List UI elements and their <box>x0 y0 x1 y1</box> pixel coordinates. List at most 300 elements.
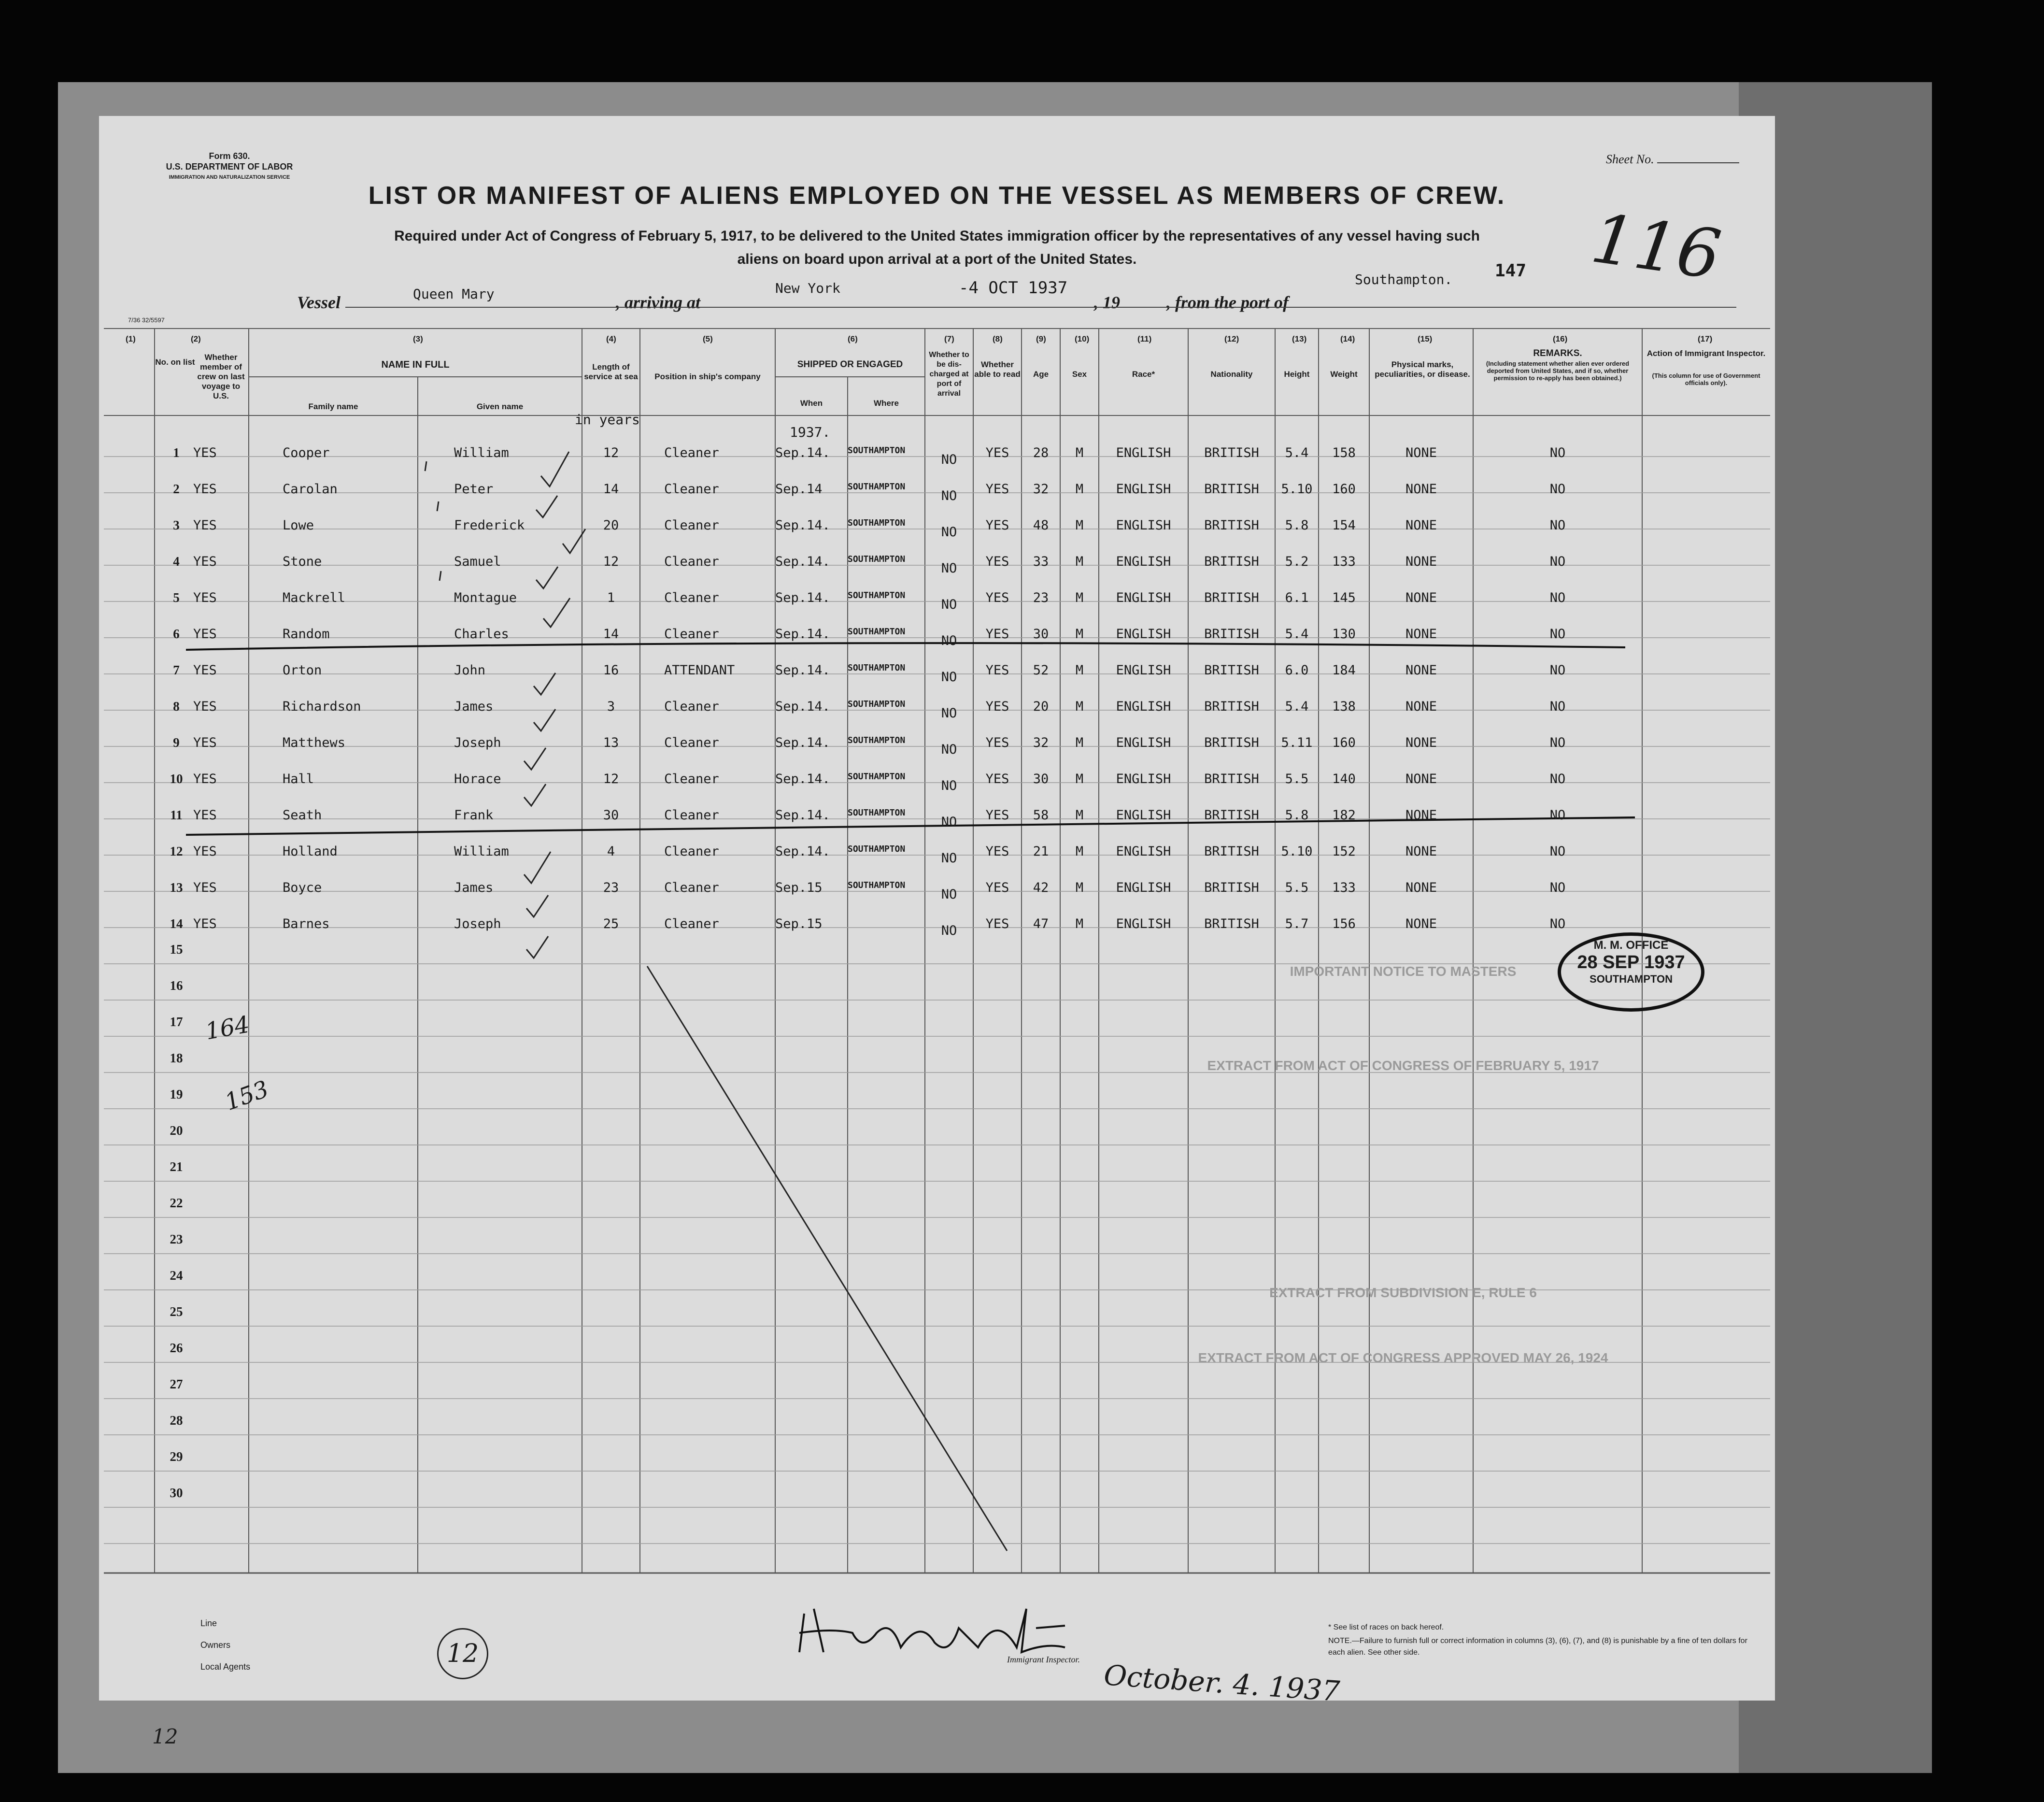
cell-sex: M <box>1075 735 1084 750</box>
cell-sex: M <box>1075 916 1084 931</box>
cell-remarks: NO <box>1549 735 1566 750</box>
cell-physical: NONE <box>1405 554 1437 569</box>
cell-no: 11 <box>170 808 183 822</box>
cell-family: Barnes <box>283 916 330 931</box>
cell-height: 5.4 <box>1285 445 1309 460</box>
cell-when: Sep.14. <box>775 518 830 533</box>
cell-length: 14 <box>603 627 619 642</box>
cell-where: SOUTHAMPTON <box>848 554 906 564</box>
col-head-nationality: Nationality <box>1210 370 1253 379</box>
cell-discharged: NO <box>941 452 957 467</box>
cell-nationality: BRITISH <box>1204 482 1259 497</box>
cell-member: YES <box>193 627 217 642</box>
cell-height: 5.10 <box>1281 482 1313 497</box>
cell-age: 48 <box>1033 518 1049 533</box>
col-head-no: No. on list <box>155 358 195 367</box>
cell-family: Hall <box>283 772 314 787</box>
cell-remarks: NO <box>1549 699 1566 714</box>
cell-read: YES <box>985 699 1009 714</box>
cell-sex: M <box>1075 627 1084 642</box>
cell-physical: NONE <box>1405 880 1437 895</box>
cell-family: Stone <box>283 554 322 569</box>
cell-no: 8 <box>173 699 180 714</box>
table-row <box>99 725 1775 761</box>
cell-when: Sep.15 <box>775 916 823 931</box>
cell-given: Montague <box>454 590 517 605</box>
cell-discharged: NO <box>941 633 957 648</box>
cell-read: YES <box>985 590 1009 605</box>
footer-owners-label: Owners <box>200 1640 231 1650</box>
empty-row-number: 16 <box>170 978 183 993</box>
inspector-label: Immigrant Inspector. <box>1007 1655 1080 1664</box>
length-unit: in years <box>575 412 640 428</box>
cell-race: ENGLISH <box>1116 518 1171 533</box>
cell-where: SOUTHAMPTON <box>848 735 906 745</box>
cell-discharged: NO <box>941 923 957 938</box>
cell-given: James <box>454 699 494 714</box>
cell-age: 23 <box>1033 590 1049 605</box>
cell-height: 6.0 <box>1285 663 1309 678</box>
cell-no: 3 <box>173 518 180 532</box>
cell-weight: 160 <box>1332 482 1356 497</box>
cell-read: YES <box>985 663 1009 678</box>
penalty-note: NOTE.—Failure to furnish full or correct information in columns (3), (6), (7), and (8) is punishable by a fine of ten dollars for each alien. See other side. <box>1328 1637 1747 1657</box>
empty-row-number: 21 <box>170 1159 183 1174</box>
cell-remarks: NO <box>1549 844 1566 859</box>
cell-member: YES <box>193 808 217 823</box>
cell-position: Cleaner <box>664 880 719 895</box>
cell-nationality: BRITISH <box>1204 916 1259 931</box>
stamp-top: M. M. OFFICE <box>1593 939 1669 952</box>
cell-age: 52 <box>1033 663 1049 678</box>
col-head-given: Given name <box>476 402 524 411</box>
department-name: U.S. DEPARTMENT OF LABOR <box>166 162 293 172</box>
cell-when: Sep.14. <box>775 663 830 678</box>
cell-height: 5.4 <box>1285 699 1309 714</box>
from-port-label: , from the port of <box>1166 293 1289 312</box>
cell-sex: M <box>1075 482 1084 497</box>
table-row <box>99 435 1775 471</box>
cell-length: 13 <box>603 735 619 750</box>
cell-given: Frank <box>454 808 494 823</box>
cell-no: 14 <box>170 916 183 931</box>
cell-read: YES <box>985 916 1009 931</box>
cell-physical: NONE <box>1405 482 1437 497</box>
stamp-date: 28 SEP 1937 <box>1577 952 1685 973</box>
cell-when: Sep.14. <box>775 844 830 859</box>
handwritten-number: 116 <box>1586 199 1726 295</box>
cell-read: YES <box>985 627 1009 642</box>
cell-where: SOUTHAMPTON <box>848 663 906 673</box>
cell-age: 32 <box>1033 482 1049 497</box>
cell-when: Sep.14 <box>775 482 823 497</box>
cell-discharged: NO <box>941 597 957 612</box>
cell-when: Sep.14. <box>775 699 830 714</box>
cell-discharged: NO <box>941 887 957 902</box>
cell-member: YES <box>193 916 217 931</box>
cell-physical: NONE <box>1405 663 1437 678</box>
faded-extract-3: EXTRACT FROM ACT OF CONGRESS APPROVED MAY 26, 1924 <box>1198 1350 1608 1365</box>
cell-length: 12 <box>603 554 619 569</box>
cell-family: Orton <box>283 663 322 678</box>
cell-age: 21 <box>1033 844 1049 859</box>
cell-sex: M <box>1075 844 1084 859</box>
cell-sex: M <box>1075 699 1084 714</box>
cell-member: YES <box>193 844 217 859</box>
cell-nationality: BRITISH <box>1204 445 1259 460</box>
cell-physical: NONE <box>1405 916 1437 931</box>
cell-discharged: NO <box>941 778 957 793</box>
cell-height: 5.5 <box>1285 880 1309 895</box>
cell-read: YES <box>985 445 1009 460</box>
cell-position: Cleaner <box>664 772 719 787</box>
requirement-line-2: aliens on board upon arrival at a port of the United States. <box>737 251 1137 267</box>
cell-weight: 154 <box>1332 518 1356 533</box>
cell-sex: M <box>1075 445 1084 460</box>
cell-sex: M <box>1075 590 1084 605</box>
cell-length: 14 <box>603 482 619 497</box>
cell-remarks: NO <box>1549 916 1566 931</box>
cell-member: YES <box>193 590 217 605</box>
cell-height: 5.8 <box>1285 518 1309 533</box>
footer-agents-label: Local Agents <box>200 1662 251 1672</box>
cell-sex: M <box>1075 518 1084 533</box>
cell-given: Joseph <box>454 916 501 931</box>
cell-remarks: NO <box>1549 554 1566 569</box>
manifest-sheet <box>99 116 1775 1748</box>
cell-height: 5.10 <box>1281 844 1313 859</box>
cell-sex: M <box>1075 663 1084 678</box>
cell-remarks: NO <box>1549 518 1566 533</box>
footer-line-label: Line <box>200 1618 217 1628</box>
cell-no: 10 <box>170 772 183 786</box>
cell-discharged: NO <box>941 706 957 721</box>
cell-family: Matthews <box>283 735 346 750</box>
arrival-port: New York <box>775 280 840 296</box>
cell-nationality: BRITISH <box>1204 772 1259 787</box>
cell-height: 5.5 <box>1285 772 1309 787</box>
faded-extract-1: EXTRACT FROM ACT OF CONGRESS OF FEBRUARY 5, 1917 <box>1207 1058 1599 1073</box>
empty-row-number: 22 <box>170 1196 183 1210</box>
col-head-physical: Physical marks, peculiarities, or disease. <box>1375 360 1470 379</box>
office-stamp <box>1558 932 1704 1012</box>
cell-given: Charles <box>454 627 509 642</box>
circled-count: 12 <box>437 1628 488 1679</box>
table-row <box>99 688 1775 725</box>
column-number-row: (1) (2) (3) (4) (5) (6) (7) (8) (9) (10) (11) (12) (13) (14) (15) (16) (17) <box>126 334 1713 343</box>
cell-discharged: NO <box>941 561 957 576</box>
cell-sex: M <box>1075 772 1084 787</box>
cell-given: Joseph <box>454 735 501 750</box>
cell-length: 3 <box>607 699 615 714</box>
cell-member: YES <box>193 482 217 497</box>
cell-race: ENGLISH <box>1116 627 1171 642</box>
table-row <box>99 507 1775 543</box>
cell-race: ENGLISH <box>1116 554 1171 569</box>
left-edge-note: 12 <box>152 1725 178 1748</box>
cell-position: Cleaner <box>664 482 719 497</box>
cell-given: James <box>454 880 494 895</box>
cell-nationality: BRITISH <box>1204 808 1259 823</box>
cell-read: YES <box>985 844 1009 859</box>
cell-where: SOUTHAMPTON <box>848 482 906 492</box>
cell-when: Sep.14. <box>775 735 830 750</box>
year-label: , 19 <box>1094 293 1120 312</box>
cell-race: ENGLISH <box>1116 772 1171 787</box>
cell-position: Cleaner <box>664 844 719 859</box>
cell-position: Cleaner <box>664 735 719 750</box>
cell-discharged: NO <box>941 525 957 540</box>
cell-nationality: BRITISH <box>1204 590 1259 605</box>
cell-race: ENGLISH <box>1116 445 1171 460</box>
cell-physical: NONE <box>1405 518 1437 533</box>
cell-read: YES <box>985 772 1009 787</box>
cell-nationality: BRITISH <box>1204 627 1259 642</box>
cell-nationality: BRITISH <box>1204 880 1259 895</box>
cell-no: 12 <box>170 844 183 858</box>
col-head-action: Action of Immigrant Inspector. <box>1647 349 1766 358</box>
cell-when: Sep.14. <box>775 808 830 823</box>
cell-no: 9 <box>173 735 180 750</box>
cell-sex: M <box>1075 554 1084 569</box>
arriving-label: , arriving at <box>616 293 701 312</box>
cell-weight: 184 <box>1332 663 1356 678</box>
cell-when: Sep.14. <box>775 554 830 569</box>
cell-when: Sep.15 <box>775 880 823 895</box>
cell-race: ENGLISH <box>1116 808 1171 823</box>
cell-nationality: BRITISH <box>1204 735 1259 750</box>
cell-member: YES <box>193 735 217 750</box>
cell-length: 23 <box>603 880 619 895</box>
cell-length: 4 <box>607 844 615 859</box>
cell-member: YES <box>193 772 217 787</box>
cell-age: 47 <box>1033 916 1049 931</box>
col-head-action-note: (This column for use of Government officials only). <box>1652 372 1760 386</box>
cell-remarks: NO <box>1549 808 1566 823</box>
cell-no: 2 <box>173 482 180 496</box>
service-name: IMMIGRATION AND NATURALIZATION SERVICE <box>169 174 290 180</box>
cell-weight: 152 <box>1332 844 1356 859</box>
cell-no: 4 <box>173 554 180 569</box>
empty-row-number: 27 <box>170 1377 183 1391</box>
cell-read: YES <box>985 554 1009 569</box>
cell-remarks: NO <box>1549 482 1566 497</box>
table-row <box>99 906 1775 942</box>
col-head-member: Whether member of crew on last voyage to U.S. <box>197 353 245 400</box>
cell-remarks: NO <box>1549 445 1566 460</box>
cell-given: Peter <box>454 482 494 497</box>
cell-age: 32 <box>1033 735 1049 750</box>
col-head-family: Family name <box>308 402 358 411</box>
cell-position: ATTENDANT <box>664 663 735 678</box>
cell-weight: 160 <box>1332 735 1356 750</box>
cell-discharged: NO <box>941 742 957 757</box>
cell-length: 25 <box>603 916 619 931</box>
cell-weight: 140 <box>1332 772 1356 787</box>
cell-member: YES <box>193 699 217 714</box>
stamp-bottom: SOUTHAMPTON <box>1590 973 1673 985</box>
col-head-when: When <box>800 399 823 408</box>
col-head-weight: Weight <box>1330 370 1358 379</box>
empty-row-number: 26 <box>170 1341 183 1355</box>
arrival-date: -4 OCT 1937 <box>959 278 1068 298</box>
cell-weight: 182 <box>1332 808 1356 823</box>
cell-family: Carolan <box>283 482 338 497</box>
cell-where: SOUTHAMPTON <box>848 772 906 782</box>
col-head-where: Where <box>874 399 899 408</box>
vessel-label: Vessel <box>297 293 341 312</box>
table-row <box>99 543 1775 580</box>
cell-where: SOUTHAMPTON <box>848 808 906 818</box>
cell-nationality: BRITISH <box>1204 554 1259 569</box>
cell-family: Random <box>283 627 330 642</box>
cell-race: ENGLISH <box>1116 844 1171 859</box>
cell-physical: NONE <box>1405 772 1437 787</box>
table-row <box>99 616 1775 652</box>
cell-member: YES <box>193 518 217 533</box>
cell-given: Samuel <box>454 554 501 569</box>
cell-given: William <box>454 844 509 859</box>
cell-age: 58 <box>1033 808 1049 823</box>
cell-position: Cleaner <box>664 808 719 823</box>
empty-row-number: 25 <box>170 1304 183 1319</box>
col-head-race: Race* <box>1132 370 1155 379</box>
cell-race: ENGLISH <box>1116 699 1171 714</box>
cell-height: 5.11 <box>1281 735 1313 750</box>
cell-physical: NONE <box>1405 735 1437 750</box>
cell-no: 1 <box>173 445 180 460</box>
cell-weight: 133 <box>1332 880 1356 895</box>
cell-given: John <box>454 663 486 678</box>
cell-length: 16 <box>603 663 619 678</box>
cell-where: SOUTHAMPTON <box>848 844 906 854</box>
cell-given: William <box>454 445 509 460</box>
cell-read: YES <box>985 518 1009 533</box>
cell-member: YES <box>193 663 217 678</box>
table-row <box>99 580 1775 616</box>
cell-family: Cooper <box>283 445 330 460</box>
page-title: LIST OR MANIFEST OF ALIENS EMPLOYED ON THE VESSEL AS MEMBERS OF CREW. <box>368 182 1506 210</box>
cell-height: 6.1 <box>1285 590 1309 605</box>
cell-race: ENGLISH <box>1116 880 1171 895</box>
col-head-discharged: Whether to be dis-charged at port of arrival <box>929 351 969 398</box>
cell-remarks: NO <box>1549 772 1566 787</box>
cell-read: YES <box>985 880 1009 895</box>
col-head-remarks-note: (Including statement whether alien ever ordered deported from United States, and if so, whether permission to re-apply has been obtained.) <box>1486 360 1630 382</box>
cell-where: SOUTHAMPTON <box>848 445 906 456</box>
cell-position: Cleaner <box>664 445 719 460</box>
cell-family: Richardson <box>283 699 361 714</box>
signature-date: October. 4. 1937 <box>1103 1659 1341 1708</box>
cell-weight: 130 <box>1332 627 1356 642</box>
cell-member: YES <box>193 880 217 895</box>
cell-where: SOUTHAMPTON <box>848 699 906 709</box>
cell-where: SOUTHAMPTON <box>848 518 906 528</box>
cell-race: ENGLISH <box>1116 916 1171 931</box>
cell-weight: 138 <box>1332 699 1356 714</box>
cell-family: Seath <box>283 808 322 823</box>
cell-remarks: NO <box>1549 663 1566 678</box>
cell-nationality: BRITISH <box>1204 518 1259 533</box>
departure-port: Southampton. <box>1355 272 1453 287</box>
cell-when: Sep.14. <box>775 445 830 460</box>
cell-family: Lowe <box>283 518 314 533</box>
cell-no: 6 <box>173 627 180 641</box>
cell-age: 33 <box>1033 554 1049 569</box>
cell-family: Mackrell <box>283 590 346 605</box>
cell-when: Sep.14. <box>775 590 830 605</box>
cell-when: Sep.14. <box>775 627 830 642</box>
cell-race: ENGLISH <box>1116 482 1171 497</box>
table-row <box>99 761 1775 797</box>
margin-note-153: 153 <box>221 1075 272 1116</box>
cell-position: Cleaner <box>664 590 719 605</box>
cell-where: SOUTHAMPTON <box>848 627 906 637</box>
race-note: * See list of races on back hereof. <box>1328 1623 1444 1631</box>
sheet-number-label: Sheet No. <box>1606 152 1739 167</box>
empty-row-number: 23 <box>170 1232 183 1246</box>
cell-position: Cleaner <box>664 916 719 931</box>
cell-no: 13 <box>170 880 183 895</box>
cell-member: YES <box>193 445 217 460</box>
cell-race: ENGLISH <box>1116 663 1171 678</box>
empty-row-number: 29 <box>170 1449 183 1464</box>
cell-length: 20 <box>603 518 619 533</box>
cell-physical: NONE <box>1405 808 1437 823</box>
cell-member: YES <box>193 554 217 569</box>
cell-physical: NONE <box>1405 590 1437 605</box>
form-number: Form 630. <box>209 151 250 161</box>
empty-row-number: 15 <box>170 942 183 957</box>
col-head-name: NAME IN FULL <box>381 359 450 370</box>
cell-discharged: NO <box>941 488 957 503</box>
cell-no: 7 <box>173 663 180 677</box>
cell-position: Cleaner <box>664 627 719 642</box>
empty-row-number: 20 <box>170 1123 183 1138</box>
cell-weight: 145 <box>1332 590 1356 605</box>
cell-length: 12 <box>603 445 619 460</box>
cell-position: Cleaner <box>664 554 719 569</box>
empty-row-number: 30 <box>170 1486 183 1500</box>
cell-read: YES <box>985 808 1009 823</box>
cell-nationality: BRITISH <box>1204 844 1259 859</box>
col-head-position: Position in ship's company <box>654 372 761 381</box>
cell-race: ENGLISH <box>1116 590 1171 605</box>
empty-row-number: 17 <box>170 1015 183 1029</box>
cell-physical: NONE <box>1405 699 1437 714</box>
empty-row-number: 28 <box>170 1413 183 1428</box>
cell-weight: 158 <box>1332 445 1356 460</box>
faded-notice-title: IMPORTANT NOTICE TO MASTERS <box>1290 964 1517 979</box>
col-head-shipped: SHIPPED OR ENGAGED <box>797 359 903 370</box>
cell-nationality: BRITISH <box>1204 699 1259 714</box>
cell-height: 5.2 <box>1285 554 1309 569</box>
cell-where: SOUTHAMPTON <box>848 880 906 890</box>
cell-weight: 133 <box>1332 554 1356 569</box>
table-row <box>99 870 1775 906</box>
cell-given: Frederick <box>454 518 525 533</box>
margin-note-164: 164 <box>203 1011 252 1045</box>
cell-where: SOUTHAMPTON <box>848 590 906 601</box>
year-1937: 1937. <box>790 424 831 440</box>
cell-height: 5.8 <box>1285 808 1309 823</box>
cell-family: Boyce <box>283 880 322 895</box>
cell-sex: M <box>1075 880 1084 895</box>
col-head-height: Height <box>1284 370 1310 379</box>
cell-sex: M <box>1075 808 1084 823</box>
vessel-name: Queen Mary <box>413 286 495 302</box>
diagonal-closing-line <box>647 966 1007 1551</box>
